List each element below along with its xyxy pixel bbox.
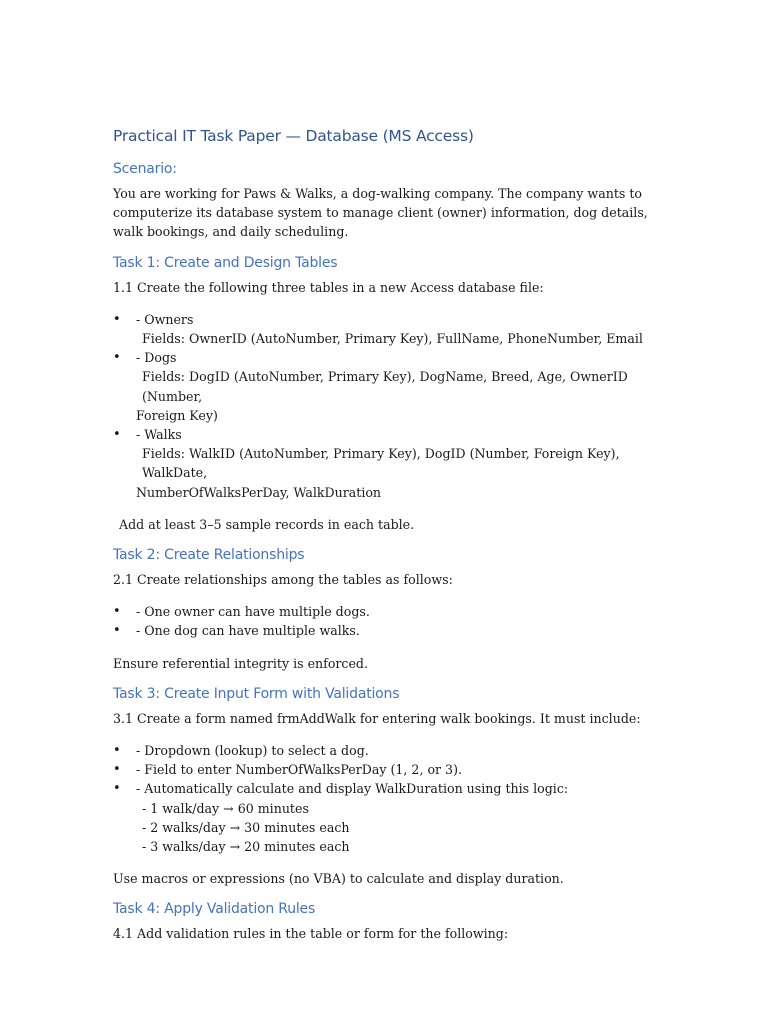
table-fields-continued: Foreign Key) — [136, 407, 218, 423]
task2-heading: Task 2: Create Relationships — [113, 547, 305, 564]
logic-rule: - 1 walk/day → 60 minutes — [142, 800, 309, 816]
list-item: • - One owner can have multiple dogs. — [113, 602, 658, 621]
list-item — [113, 348, 658, 425]
table-fields-continued: NumberOfWalksPerDay, WalkDuration — [136, 484, 382, 500]
list-item: • - One dog can have multiple walks. — [113, 621, 658, 640]
logic-rule: - 3 walks/day → 20 minutes each — [142, 839, 350, 855]
task1-table-list — [113, 310, 658, 502]
task3-note: Use macros or expressions (no VBA) to calculate and display duration. — [113, 871, 564, 887]
logic-intro: - Automatically calculate and display WalkDuration using this logic: — [136, 781, 569, 797]
task1-note: Add at least 3–5 sample records in each table. — [119, 516, 415, 532]
task1-intro: 1.1 Create the following three tables in a new Access database file: — [113, 279, 544, 295]
list-item — [113, 779, 658, 856]
task2-note: Ensure referential integrity is enforced. — [113, 655, 368, 671]
table-name: - Owners — [136, 311, 194, 327]
task4-intro: 4.1 Add validation rules in the table or form for the following: — [113, 926, 509, 942]
task3-intro: 3.1 Create a form named frmAddWalk for entering walk bookings. It must include: — [113, 710, 641, 726]
table-name: - Walks — [136, 427, 182, 443]
list-item: • - Field to enter NumberOfWalksPerDay (1, 2, or 3). — [113, 760, 658, 779]
task4-heading: Task 4: Apply Validation Rules — [113, 901, 316, 918]
table-name: - Dogs — [136, 350, 177, 366]
scenario-text: You are working for Paws & Walks, a dog-walking company. The company wants to computerize its database system to manage client (owner) information, dog details, walk bookings, and daily scheduling. — [113, 186, 648, 240]
document-page — [113, 126, 658, 944]
document-title: Practical IT Task Paper — Database (MS Access) — [113, 127, 474, 145]
task1-heading: Task 1: Create and Design Tables — [113, 254, 338, 271]
task3-form-requirements — [113, 741, 658, 856]
task2-intro: 2.1 Create relationships among the tables as follows: — [113, 572, 453, 588]
list-item — [113, 425, 658, 502]
scenario-heading: Scenario: — [113, 161, 177, 177]
task2-relationship-list — [113, 602, 658, 640]
table-fields: Fields: DogID (AutoNumber, Primary Key), DogName, Breed, Age, OwnerID (Number, — [142, 369, 628, 404]
task3-heading: Task 3: Create Input Form with Validations — [113, 685, 400, 702]
table-fields: Fields: OwnerID (AutoNumber, Primary Key), FullName, PhoneNumber, Email — [142, 331, 643, 347]
list-item — [113, 310, 658, 348]
logic-rule: - 2 walks/day → 30 minutes each — [142, 819, 350, 835]
list-item: • - Dropdown (lookup) to select a dog. — [113, 741, 658, 760]
table-fields: Fields: WalkID (AutoNumber, Primary Key), DogID (Number, Foreign Key), WalkDate, — [142, 446, 620, 481]
